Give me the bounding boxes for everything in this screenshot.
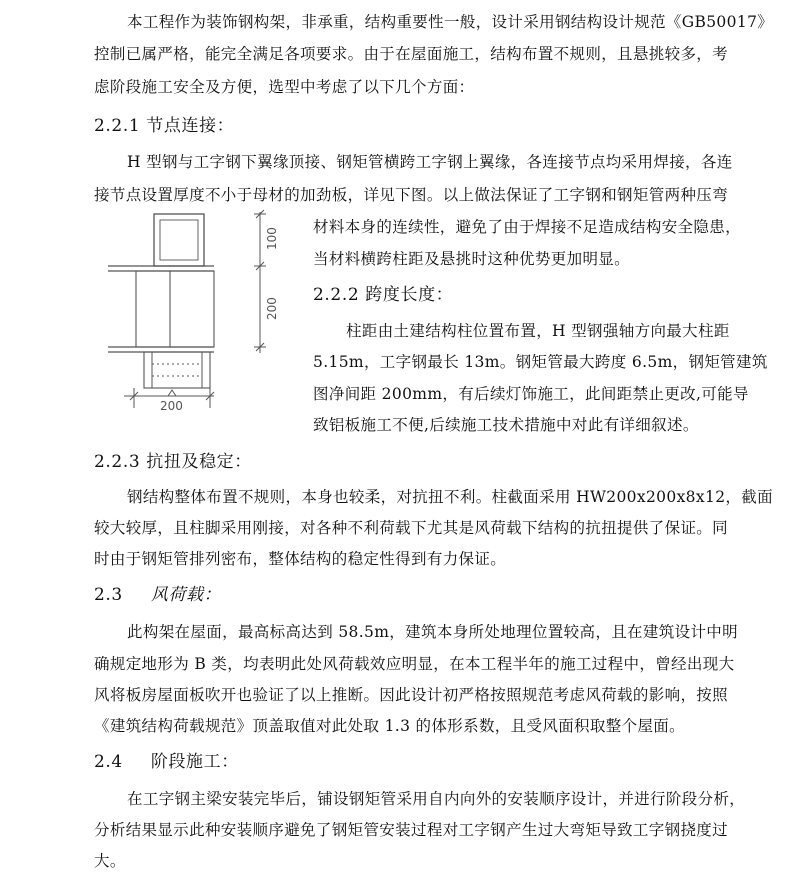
s24-line-2: 分析结果显示此种安装顺序避免了钢矩管安装过程对工字钢产生过大弯矩导致工字钢挠度过 <box>94 821 729 839</box>
s223-line-3: 时由于钢矩管排列密布，整体结构的稳定性得到有力保证。 <box>94 550 507 568</box>
s221-line-4: 当材料横跨柱距及悬挑时这种优势更加明显。 <box>313 250 631 268</box>
heading-2-3 <box>94 584 221 606</box>
s222-line-4: 致铝板施工不便,后续施工技术措施中对此有详细叙述。 <box>313 416 699 434</box>
heading-number: 2.2.3 <box>94 452 141 472</box>
s223-line-1: 钢结构整体布置不规则，本身也较柔，对抗扭不利。柱截面采用 HW200x200x8x12，截面 <box>127 488 773 506</box>
heading-number: 2.4 <box>94 752 123 772</box>
s222-line-1: 柱距由土建结构柱位置布置，H 型钢强轴方向最大柱距 <box>346 322 730 340</box>
heading-title: 跨度长度： <box>365 285 454 305</box>
dim-top-label: 100 <box>265 227 279 250</box>
h-column-section <box>144 352 210 388</box>
heading-title: 阶段施工： <box>150 752 239 772</box>
dim-mid-label: 200 <box>265 297 279 320</box>
heading-number: 2.3 <box>94 585 123 605</box>
s221-line-2: 接节点设置厚度不小于母材的加劲板，详见下图。以上做法保证了工字钢和钢矩管两种压弯 <box>94 186 729 204</box>
heading-title: 抗扭及稳定： <box>146 452 252 472</box>
heading-number: 2.2.2 <box>313 285 360 305</box>
s24-line-3: 大。 <box>94 852 126 870</box>
s23-line-3: 风将板房屋面板吹开也验证了以上推断。因此设计初严格按照规范考虑风荷载的影响，按照 <box>94 686 729 704</box>
steel-tube-section <box>154 214 204 266</box>
intro-line-2: 控制已属严格，能完全满足各项要求。由于在屋面施工，结构布置不规则，且悬挑较多，考 <box>94 45 729 63</box>
s23-line-4: 《建筑结构荷载规范》顶盖取值对此处取 1.3 的体形系数，且受风面积取整个屋面。 <box>94 717 686 735</box>
heading-2-2-1 <box>94 115 234 137</box>
heading-2-2-3 <box>94 451 252 473</box>
joint-detail-figure <box>100 208 300 413</box>
heading-title: 风荷载： <box>150 585 222 605</box>
dim-bottom-label: 200 <box>160 399 183 413</box>
s221-line-3: 材料本身的连续性，避免了由于焊接不足造成结构安全隐患， <box>313 218 741 236</box>
s223-line-2: 较大较厚，且柱脚采用刚接，对各种不利荷载下尤其是风荷载下结构的抗扭提供了保证。同 <box>94 519 729 537</box>
s24-line-1: 在工字钢主梁安装完毕后，铺设钢矩管采用自内向外的安装顺序设计，并进行阶段分析， <box>127 790 746 808</box>
s222-line-3: 图净间距 200mm，有后续灯饰施工，此间距禁止更改,可能导 <box>313 385 749 403</box>
s23-line-2: 确规定地形为 B 类，均表明此处风荷载效应明显，在本工程半年的施工过程中，曾经出现大 <box>94 655 735 673</box>
heading-title: 节点连接： <box>146 116 235 136</box>
heading-2-4 <box>94 751 239 773</box>
s23-line-1: 此构架在屋面，最高标高达到 58.5m，建筑本身所处地理位置较高，且在建筑设计中明 <box>127 623 738 641</box>
i-beam-section <box>136 271 214 347</box>
heading-number: 2.2.1 <box>94 116 141 136</box>
intro-line-1: 本工程作为装饰钢构架，非承重，结构重要性一般，设计采用钢结构设计规范《GB50017》 <box>127 13 774 31</box>
intro-line-3: 虑阶段施工安全及方便，选型中考虑了以下几个方面： <box>94 78 475 96</box>
heading-2-2-2 <box>313 284 453 306</box>
s221-line-1: H 型钢与工字钢下翼缘顶接、钢矩管横跨工字钢上翼缘，各连接节点均采用焊接，各连 <box>127 153 733 171</box>
s222-line-2: 5.15m，工字钢最长 13m。钢矩管最大跨度 6.5m，钢矩管建筑 <box>313 353 768 371</box>
